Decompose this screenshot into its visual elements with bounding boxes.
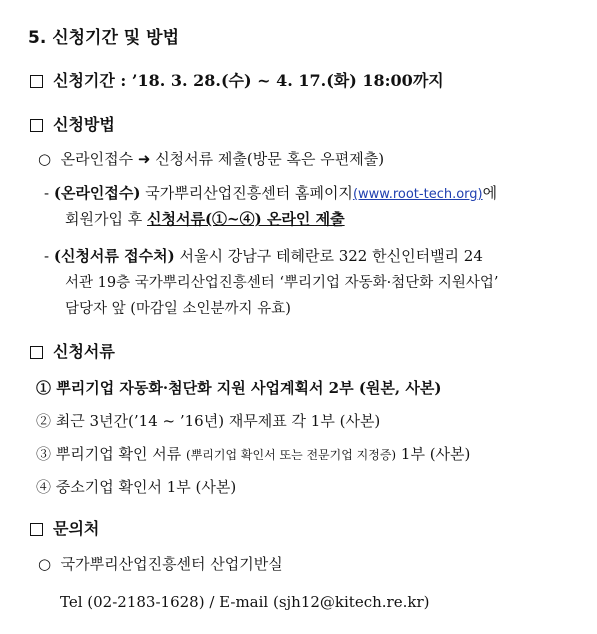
bullet-icon: ○: [38, 555, 52, 573]
document-item-3-row: [36, 447, 470, 462]
dash: -: [44, 247, 50, 265]
checkbox-icon: [30, 346, 43, 359]
offline-text-2: 서관 19층 국가뿌리산업진흥센터 ‘뿌리기업 자동화·첨단화 지원사업’: [65, 275, 499, 291]
method-title: 신청방법: [53, 115, 115, 134]
online-text-1-end: 에: [482, 184, 498, 202]
section-heading: 5. 신청기간 및 방법: [28, 28, 179, 48]
offline-text-1: 서울시 강남구 테헤란로 322 한신인터밸리 24: [179, 247, 483, 265]
contact-title: 문의처: [53, 519, 100, 538]
offline-tag: (신청서류 접수처): [53, 247, 175, 265]
online-line-1: [44, 186, 497, 201]
online-text-1: 국가뿌리산업진흥센터 홈페이지: [145, 184, 353, 202]
dash: -: [44, 184, 50, 202]
online-line-2: [65, 212, 345, 227]
checkbox-icon: [30, 119, 43, 132]
method-summary: 온라인접수 ➜ 신청서류 제출(방문 혹은 우편제출): [60, 150, 385, 168]
contact-org: 국가뿌리산업진흥센터 산업기반실: [60, 555, 283, 573]
application-period: [30, 73, 444, 89]
online-tag: (온라인접수): [53, 184, 141, 202]
document-item-3-end: 1부 (사본): [400, 445, 471, 463]
document-item-2: ② 최근 3년간(’14 ~ ’16년) 재무제표 각 1부 (사본): [36, 412, 381, 430]
method-title-row: [30, 117, 115, 133]
document-item-3-note: (뿌리기업 확인서 또는 전문기업 지정증): [186, 448, 397, 462]
document-item-1: ① 뿌리기업 자동화·첨단화 지원 사업계획서 2부 (원본, 사본): [36, 379, 442, 397]
homepage-link[interactable]: (www.root-tech.org): [352, 187, 483, 202]
checkbox-icon: [30, 75, 43, 88]
contact-org-row: [38, 557, 283, 572]
offline-line-1: [44, 249, 483, 264]
method-summary-row: [38, 152, 384, 167]
checkbox-icon: [30, 523, 43, 536]
offline-text-3: 담당자 앞 (마감일 소인분까지 유효): [65, 301, 291, 317]
documents-title: 신청서류: [53, 342, 115, 361]
document-item-3: ③ 뿌리기업 확인 서류: [36, 445, 182, 463]
contact-tel-email: Tel (02-2183-1628) / E-mail (sjh12@kitech.re.kr): [60, 593, 430, 611]
bullet-icon: ○: [38, 150, 52, 168]
online-text-2-pre: 회원가입 후: [65, 210, 143, 228]
contact-title-row: [30, 521, 99, 537]
documents-title-row: [30, 344, 115, 360]
document-item-4: ④ 중소기업 확인서 1부 (사본): [36, 478, 237, 496]
online-text-2-bold: 신청서류(①~④) 온라인 제출: [147, 210, 345, 228]
period-label: 신청기간 : ’18. 3. 28.(수) ~ 4. 17.(화) 18:00까지: [53, 71, 444, 90]
